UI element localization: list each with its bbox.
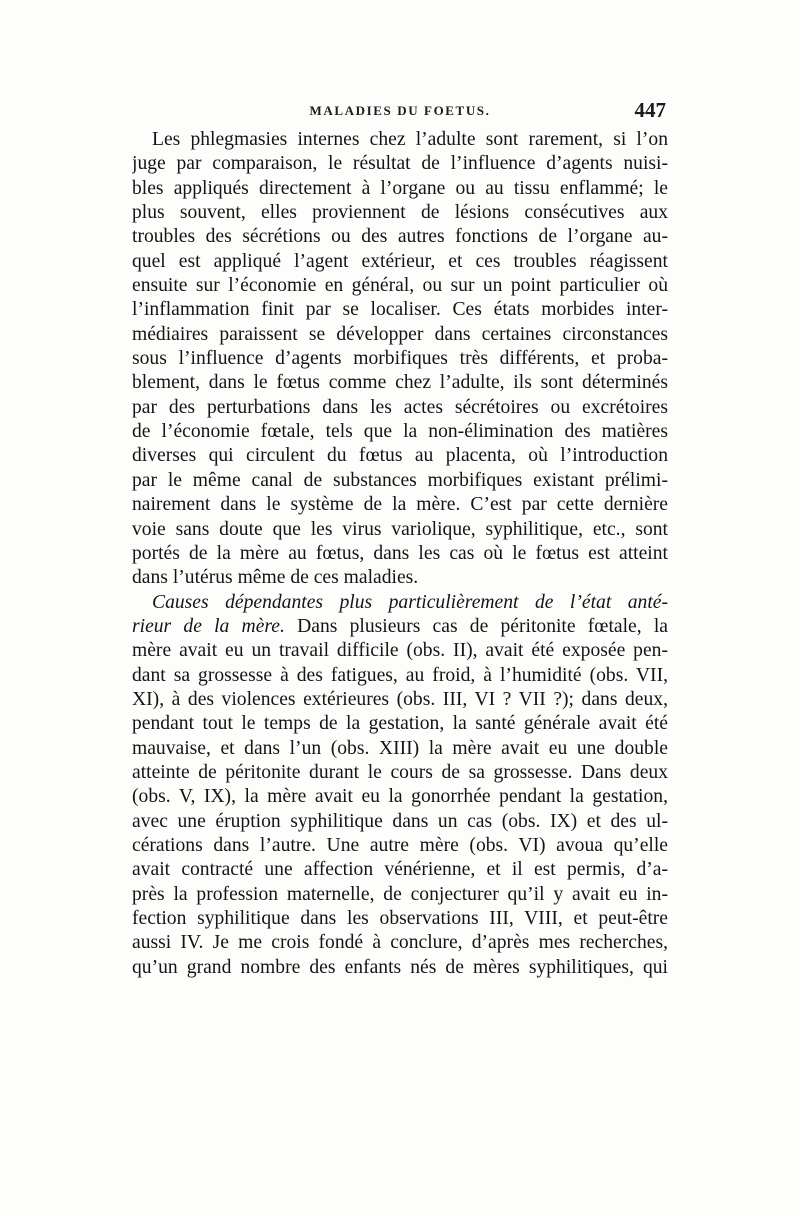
text-line: troubles des sécrétions ou des autres fonctions de l’organe au-: [132, 226, 668, 248]
running-title: MALADIES DU FOETUS.: [309, 103, 491, 118]
text-line: diverses qui circulent du fœtus au placenta, où l’introduction: [132, 445, 668, 467]
text-line: dans l’utérus même de ces maladies.: [132, 567, 419, 589]
text-line: [132, 615, 668, 639]
text-line: cérations dans l’autre. Une autre mère (obs. VI) avoua qu’elle: [132, 834, 668, 856]
text-line: Les phlegmasies internes chez l’adulte sont rarement, si l’on: [152, 129, 668, 150]
text-line: portés de la mère au fœtus, dans les cas où le fœtus est atteint: [132, 542, 668, 564]
text-line: plus souvent, elles proviennent de lésions consécutives aux: [132, 202, 668, 224]
text-line: sous l’influence d’agents morbifiques très différents, et proba-: [132, 348, 668, 370]
text-line: voie sans doute que les virus variolique, syphilitique, etc., sont: [132, 518, 668, 540]
text-line: par le même canal de substances morbifiques existant prélimi-: [132, 469, 668, 491]
text-line: ensuite sur l’économie en général, ou sur un point particulier où: [132, 275, 668, 297]
text-line: dant sa grossesse à des fatigues, au froid, à l’humidité (obs. VII,: [132, 664, 668, 686]
text-line: pendant tout le temps de la gestation, la santé générale avait été: [132, 713, 668, 735]
section-heading-italic: Causes dépendantes plus particulièrement de l’état anté-: [152, 591, 668, 613]
text-line: [132, 591, 668, 615]
text-line: de l’économie fœtale, tels que la non-élimination des matières: [132, 421, 668, 443]
text-line: fection syphilitique dans les observations III, VIII, et peut-être: [132, 908, 668, 929]
paragraph-2: [132, 591, 668, 981]
text-line: mère avait eu un travail difficile (obs. II), avait été exposée pen-: [132, 640, 668, 662]
text-line: l’inflammation finit par se localiser. Ces états morbides inter-: [132, 299, 668, 321]
body-text: [132, 128, 668, 980]
text-line-rest: Dans plusieurs cas de péritonite fœtale, la: [284, 615, 668, 637]
text-line: bles appliqués directement à l’organe ou au tissu enflammé; le: [132, 177, 668, 199]
text-line: (obs. V, IX), la mère avait eu la gonorrhée pendant la gestation,: [132, 786, 668, 808]
page-number: 447: [634, 98, 666, 122]
text-line: avait contracté une affection vénérienne, et il est permis, d’a-: [132, 859, 668, 881]
text-line: atteinte de péritonite durant le cours de sa grossesse. Dans deux: [132, 761, 668, 783]
text-line: mauvaise, et dans l’un (obs. XIII) la mère avait eu une double: [132, 737, 668, 759]
text-line: par des perturbations dans les actes sécrétoires ou excrétoires: [132, 396, 668, 418]
text-line: blement, dans le fœtus comme chez l’adulte, ils sont déterminés: [132, 372, 668, 394]
page-header: [132, 98, 668, 124]
section-heading-italic-end: rieur de la mère.: [132, 615, 285, 637]
paragraph-1: [132, 128, 668, 591]
text-line: quel est appliqué l’agent extérieur, et ces troubles réagissent: [132, 250, 668, 272]
text-line: juge par comparaison, le résultat de l’influence d’agents nuisi-: [132, 153, 668, 175]
text-line: XI), à des violences extérieures (obs. III, VI ? VII ?); dans deux,: [132, 688, 668, 710]
text-line: qu’un grand nombre des enfants nés de mères syphilitiques, qui: [132, 956, 668, 978]
text-line: nairement dans le système de la mère. C’est par cette dernière: [132, 494, 668, 516]
text-line: aussi IV. Je me crois fondé à conclure, d’après mes recherches,: [132, 932, 668, 954]
text-line: près la profession maternelle, de conjecturer qu’il y avait eu in-: [132, 883, 668, 905]
text-line: avec une éruption syphilitique dans un cas (obs. IX) et des ul-: [132, 810, 668, 832]
text-line: médiaires paraissent se développer dans certaines circonstances: [132, 323, 668, 345]
